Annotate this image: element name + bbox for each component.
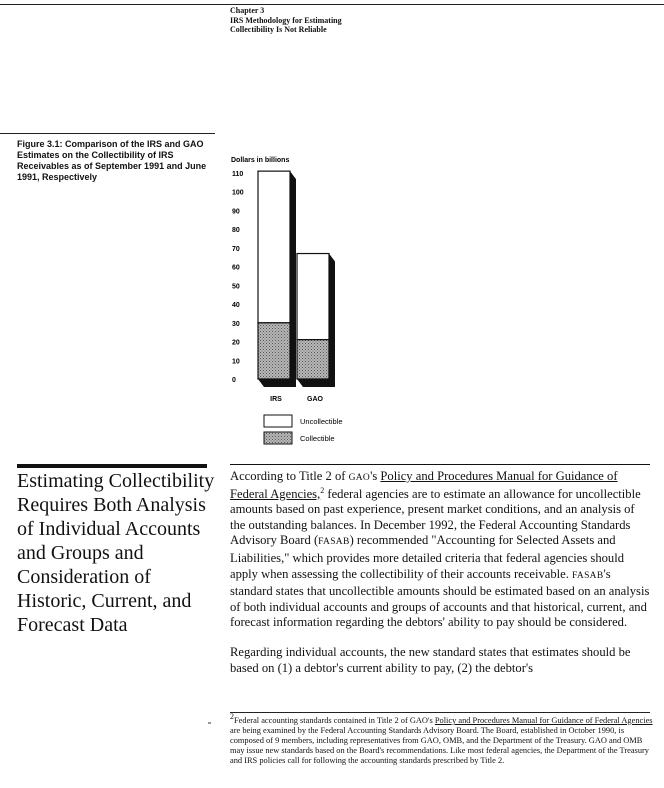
- scan-mark: [208, 722, 211, 724]
- x-tick-label-gao: GAO: [307, 396, 323, 403]
- legend-label-uncollectible: Uncollectible: [300, 417, 343, 426]
- footnote-text-a: Federal accounting standards contained in Title 2 of GAO's: [234, 716, 435, 725]
- p1-text-b: 's: [370, 469, 381, 483]
- p1-text-e: 's standard states that uncollectible amounts should be estimated based on an analysis of both individual accounts and groups of accounts and that historical, current, and forecast information regarding the debtors' ability to pay should be considered.: [230, 566, 650, 630]
- footnote-number: 2: [230, 712, 234, 722]
- paragraph-2: Regarding individual accounts, the new standard states that estimates should be based on (1) a debtor's current ability to pay, (2) the debtor's: [230, 644, 631, 675]
- footnote-manual-title: Policy and Procedures Manual for Guidance of Federal Agencies: [434, 716, 653, 725]
- top-rule: [0, 4, 664, 5]
- y-tick-label-50: 50: [232, 283, 240, 291]
- y-tick-label-30: 30: [232, 320, 240, 328]
- figure-rule: [0, 133, 215, 134]
- y-tick-label-100: 100: [232, 189, 244, 197]
- p1-manual-title: Policy and Procedures Manual for Guidance of Federal Agencies,: [230, 469, 618, 501]
- p1-gao-abbrev: GAO: [348, 473, 371, 483]
- footnote: [230, 712, 655, 766]
- body-text: [230, 469, 652, 676]
- y-tick-label-90: 90: [232, 208, 240, 216]
- y-tick-label-70: 70: [232, 245, 240, 253]
- chapter-header: [230, 6, 342, 35]
- footnote-rule: [230, 712, 650, 713]
- p1-fasab-abbrev: FASAB: [318, 537, 350, 548]
- body-rule: [230, 464, 650, 465]
- y-axis-label: Dollars in billions: [231, 157, 290, 164]
- legend-swatch-collectible: [264, 432, 292, 444]
- p1-fasab-abbrev-2: FASAB: [572, 570, 604, 581]
- legend-swatch-uncollectible: [264, 415, 292, 427]
- stacked-bar-chart: [218, 145, 418, 450]
- bar-collectible-gao: [297, 340, 329, 379]
- y-tick-label-80: 80: [232, 227, 240, 235]
- y-tick-label-60: 60: [232, 264, 240, 272]
- p1-text-d: ) recommended "Accounting for Selected Assets and Liabilities," which provides more detailed criteria that federal agencies should apply when assessing the collectibility of their accounts receivable.: [230, 533, 625, 581]
- chapter-title-line-1: IRS Methodology for Estimating: [230, 15, 342, 25]
- chapter-title-line-2: Collectibility Is Not Reliable: [230, 25, 327, 34]
- bar-collectible-irs: [258, 323, 290, 379]
- p1-text-a: According to Title 2 of: [230, 469, 349, 483]
- y-tick-label-40: 40: [232, 302, 240, 310]
- section-heading-rule: [17, 464, 207, 468]
- footnote-text-b: are being examined by the Federal Accounting Standards Advisory Board. The Board, established in October 1990, is composed of 9 members, including representatives from GAO, OMB, and the Department of the Treasury. GAO and OMB may issue new standards based on the Board's recommendations. Like most federal agencies, the Department of the Treasury and IRS policies call for following the accounting standards prescribed by Title 2.: [230, 726, 649, 765]
- legend-label-collectible: Collectible: [300, 434, 335, 443]
- p1-text-c: federal agencies are to estimate an allowance for uncollectible amounts based on past experience, present market conditions, and an analysis of the outstanding balances. In December 1992, the Federal Accounting Standards Advisory Board (: [230, 486, 641, 548]
- section-heading: Estimating Collectibility Requires Both Analysis of Individual Accounts and Groups and Consideration of Historic, Current, and Forecast Data: [17, 470, 215, 636]
- y-tick-label-10: 10: [232, 358, 240, 366]
- figure-caption: Figure 3.1: Comparison of the IRS and GAO Estimates on the Collectibility of IRS Receivables as of September 1991 and June 1991, Respectively: [17, 139, 207, 182]
- footnote-ref-2: 2: [320, 485, 325, 495]
- y-tick-label-110: 110: [232, 171, 244, 178]
- bar-uncollectible-gao: [297, 254, 329, 340]
- paragraph-1: [230, 469, 652, 631]
- x-tick-label-irs: IRS: [270, 396, 282, 403]
- y-tick-label-0: 0: [232, 377, 236, 384]
- y-tick-label-20: 20: [232, 339, 240, 347]
- bar-uncollectible-irs: [258, 171, 290, 323]
- chapter-number: Chapter 3: [230, 6, 265, 15]
